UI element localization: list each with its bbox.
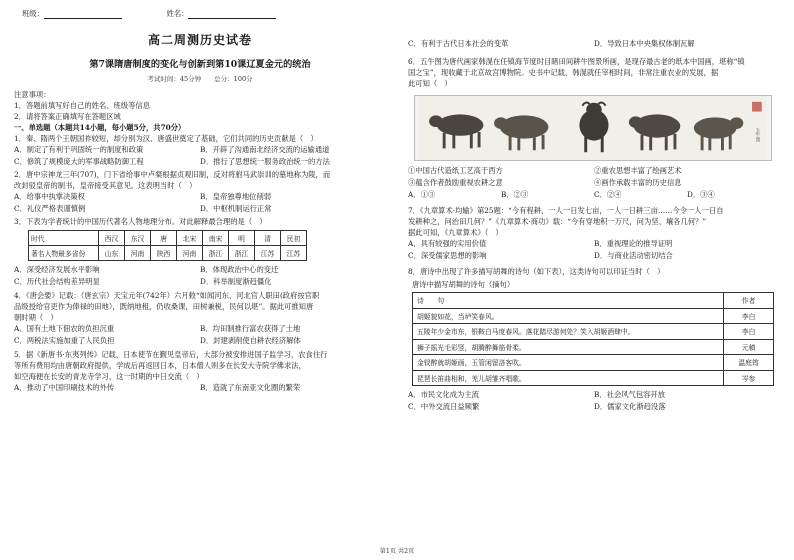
question-stem: 国之宝”，现收藏于北京故宫博物院。史书中记载，韩滉就任宰相时间，非常注重农业的发展，据 (408, 68, 719, 77)
option-d[interactable]: D．推行了思想统一服务政治统一的方法 (200, 157, 330, 166)
distribution-table (28, 230, 307, 261)
statement-1: ①中国古代造纸工艺高于西方 (408, 166, 503, 175)
table-cell: 西汉 (99, 231, 125, 246)
question-4 (14, 290, 386, 347)
poem-cell: 金钗醉就胡姬画，玉管闲留洛客吹。 (413, 355, 724, 371)
poem-cell: 五陵年少金市东，银鞍白马度春风。落花踏尽游何处？笑入胡姬酒肆中。 (413, 324, 724, 340)
notes-heading: 注意事项： (14, 90, 51, 99)
question-2 (14, 169, 386, 215)
option-c[interactable]: C．②④ (594, 190, 622, 199)
option-b[interactable]: B．造就了东南亚文化圈的繁荣 (200, 383, 301, 392)
section-heading: 一、单选题（本题共14小题，每小题5分，共70分） (14, 123, 186, 132)
table-row (413, 355, 774, 371)
option-a[interactable]: A．具有较强的实用价值 (408, 239, 487, 248)
question-stem: 此可知（ ） (408, 79, 452, 88)
author-cell: 元稹 (724, 339, 774, 355)
table-cell: 山东 (99, 246, 125, 261)
question-stem: 4．《唐会要》记载：（唐玄宗）天宝元年(742年）六月敕“如闻河东、河北官人职田(政府按官职 (14, 291, 320, 300)
option-a[interactable]: A．①③ (408, 190, 436, 199)
table-cell: 江苏 (255, 246, 281, 261)
right-column (408, 8, 780, 413)
header-fields (22, 8, 386, 19)
table-row (413, 339, 774, 355)
question-stem: 据此可知，《九章算术》（ ） (408, 228, 503, 237)
option-d[interactable]: D．儒家文化渐趋没落 (594, 402, 666, 411)
statement-4: ④画作承载丰富的历史信息 (594, 178, 682, 187)
table-row (29, 231, 307, 246)
question-stem: 发耕种之，问治田几何？”《九章算术·商功》载：“今有穿地积一万尺，问为坚、壤各几何？” (408, 217, 707, 226)
question-stem: 6．五牛图为唐代画家韩滉在任镇海节度时目睹田间耕牛图景所画，是现存最古老的纸本中国画，堪称“镇 (408, 57, 745, 66)
option-a[interactable]: A．制定了有利于巩固统一的制度和政策 (14, 145, 144, 154)
poem-cell: 琵琶长笛曲相和，羌儿胡雏齐唱歌。 (413, 370, 724, 386)
author-cell: 岑参 (724, 370, 774, 386)
poem-cell: 狮子摇光毛彩竖，胡腾醉舞筋骨柔。 (413, 339, 724, 355)
option-b[interactable]: B．开辟了沟通南北经济交流的运输通道 (200, 145, 330, 154)
author-cell: 李白 (724, 308, 774, 324)
table-cell: 陕西 (151, 246, 177, 261)
table-cell: 东汉 (125, 231, 151, 246)
question-stem: 3．下表为学者统计的中国历代著名人物地理分布。对此解释最合理的是（ ） (14, 217, 267, 226)
option-b[interactable]: B．社会风气包容开放 (594, 390, 666, 399)
option-c[interactable]: C．中外交流日益频繁 (408, 402, 480, 411)
table-row (413, 370, 774, 386)
table-cell: 民初 (281, 231, 307, 246)
table-cell: 唐 (151, 231, 177, 246)
question-1 (14, 133, 386, 168)
option-d[interactable]: D．封建剥削使自耕农经济解体 (200, 336, 301, 345)
option-a[interactable]: A．深受经济发展水平影响 (14, 265, 100, 274)
question-stem: 等所有费用均由唐朝政府提供，学成后再返回日本，日本僧人则多在长安大寺院学佛求法， (14, 361, 306, 370)
question-stem: 5．据《新唐书·东夷列传》记载，日本使节在觐见皇帝后，大部分被安排进国子监学习，农食住行 (14, 350, 328, 359)
table-row (29, 246, 307, 261)
table-cell: 清 (255, 231, 281, 246)
question-3 (14, 216, 386, 288)
question-5 (14, 349, 386, 394)
question-7 (408, 205, 780, 262)
statement-3: ③蕴含作者鼓励重视农耕之意 (408, 178, 503, 187)
question-stem: 8．唐诗中出现了许多描写胡舞的诗句（如下表），这类诗句可以印证当时（ ） (408, 267, 665, 276)
option-a[interactable]: A．给事中执掌决策权 (14, 192, 85, 201)
author-cell: 温庭筠 (724, 355, 774, 371)
question-stem: 改封驳皇帝的制书，皇帝接受其意见。这表明当时（ ） (14, 181, 197, 190)
page-footer: 第1页 共2页 (379, 548, 415, 555)
table-cell: 明 (229, 231, 255, 246)
name-label: 姓名： (166, 9, 189, 18)
option-c[interactable]: C．深受儒家思想的影响 (408, 251, 487, 260)
option-a[interactable]: A．市民文化成为主流 (408, 390, 479, 399)
question-stem: 7．《九章算术·均输》第25题：“今有程耕，一人一日发七亩，一人一日耕三亩……今令一人一日自 (408, 206, 724, 215)
class-field[interactable] (44, 10, 122, 19)
table-title: 唐诗中描写胡舞的诗句（摘句） (412, 280, 515, 289)
table-row (413, 293, 774, 309)
table-cell: 浙江 (203, 246, 229, 261)
table-cell: 时代 (29, 231, 99, 246)
question-stem: 1．秦、隋两个王朝国祚较短，却分别为汉、唐盛世奠定了基础，它们共同的历史贡献是（ ） (14, 134, 318, 143)
option-d[interactable]: D．中枢机制运行正常 (200, 204, 272, 213)
option-b[interactable]: B．体现政治中心的变迁 (200, 265, 279, 274)
option-d[interactable]: D．③④ (687, 190, 715, 199)
option-c[interactable]: C．修筑了规模庞大的军事战略防御工程 (14, 157, 144, 166)
option-d[interactable]: D．科举制度渐趋僵化 (200, 277, 272, 286)
table-row (413, 308, 774, 324)
exam-subtitle: 第7课隋唐制度的变化与创新到第10课辽夏金元的统治 (89, 59, 311, 70)
notes (14, 89, 386, 122)
poem-table (412, 292, 774, 386)
option-a[interactable]: A．推动了中国印刷技术的外传 (14, 383, 115, 392)
option-c[interactable]: C．两税法实施加重了人民负担 (14, 336, 115, 345)
option-b[interactable]: B．皇帝独尊地位削弱 (200, 192, 272, 201)
table-header-poem: 诗 句 (413, 293, 724, 309)
table-cell: 浙江 (229, 246, 255, 261)
name-field[interactable] (188, 10, 276, 19)
note-item: 1．答题前填写好自己的姓名、班级等信息 (14, 101, 150, 110)
question-6 (408, 56, 780, 201)
question-stem: 如空海便在长安的青龙寺学习，这一时期的中日交流（ ） (14, 372, 204, 381)
author-cell: 李白 (724, 324, 774, 340)
option-c[interactable]: C．有利于古代日本社会的变革 (408, 39, 509, 48)
table-header-author: 作者 (724, 293, 774, 309)
question-stem: 2．唐中宗神龙三年(707)，门下省给事中卢粲根据贞观旧制，反对将驸马武崇训的墓地称为陵，而 (14, 170, 331, 179)
option-b[interactable]: B．重视理论的推导证明 (594, 239, 673, 248)
five-oxen-painting (414, 95, 772, 161)
note-item: 2．请将答案正确填写在答题区域 (14, 112, 121, 121)
exam-info: 考试时间：45分钟 总分：100分 (147, 75, 253, 83)
option-d[interactable]: D．导致日本中央集权体制瓦解 (594, 39, 695, 48)
painting-caption: 五牛图 (754, 127, 760, 143)
seal-stamp (752, 102, 762, 112)
poem-cell: 胡姬貌如花，当垆笑春风。 (413, 308, 724, 324)
table-row (413, 324, 774, 340)
table-cell: 北宋 (177, 231, 203, 246)
table-cell: 南宋 (203, 231, 229, 246)
option-b[interactable]: B．均田制推行富农获得了土地 (200, 324, 301, 333)
exam-title: 高二周测历史试卷 (147, 33, 252, 47)
table-cell: 河南 (125, 246, 151, 261)
option-a[interactable]: A．国有土地下佃农的负担沉重 (14, 324, 115, 333)
table-cell: 河南 (177, 246, 203, 261)
statement-2: ②重农思想丰富了绘画艺术 (594, 166, 682, 175)
option-d[interactable]: D．与商业活动密切结合 (594, 251, 673, 260)
table-cell: 著名人物最多省份 (29, 246, 99, 261)
question-8 (408, 266, 780, 413)
option-c[interactable]: C．礼仪严格表谨慎例 (14, 204, 86, 213)
table-cell: 江苏 (281, 246, 307, 261)
class-label: 班级： (22, 9, 44, 18)
option-b[interactable]: B．②③ (501, 190, 529, 199)
question-stem: 品级授给官吏作为俸禄的田地），既纳地租，仍收桑课，田树兼税，民何以堪”。据此可推知唐 (14, 302, 314, 311)
question-stem: 朝时期（ ） (14, 313, 58, 322)
left-column (14, 8, 386, 394)
option-c[interactable]: C．历代社会结构差异明显 (14, 277, 100, 286)
